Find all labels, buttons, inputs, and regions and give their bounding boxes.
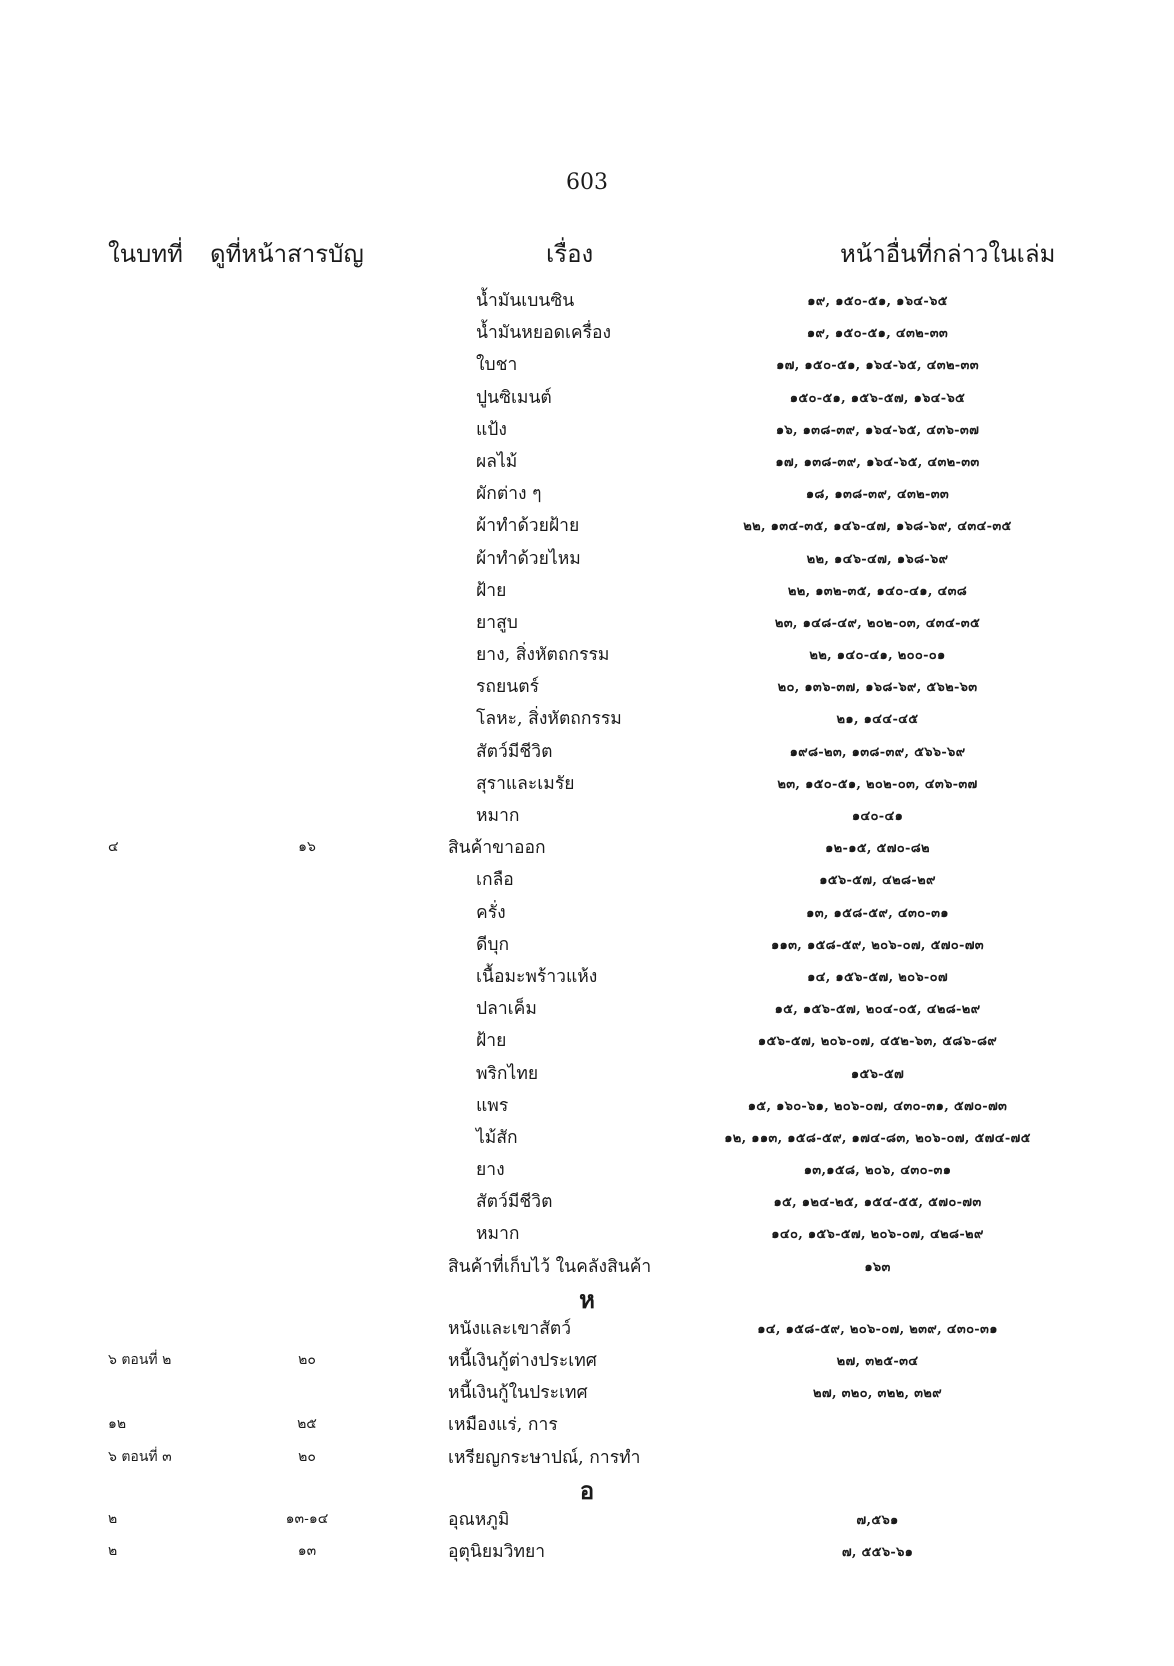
row-topic: หมาก [476,1224,520,1245]
row-topic: หนังและเขาสัตว์ [448,1318,572,1339]
row-topic: อุณหภูมิ [448,1509,510,1530]
row-topic: แป้ง [476,419,507,440]
row-other-pages: ๑๔, ๑๕๘-๕๙, ๒๐๖-๐๗, ๒๓๙, ๔๓๐-๓๑ [757,1321,998,1337]
row-topic: ใบชา [476,355,518,376]
row-toc-page: ๑๖ [298,839,316,856]
index-row [0,1119,1174,1151]
row-other-pages: ๑๙, ๑๕๐-๕๑, ๔๓๒-๓๓ [806,326,949,342]
row-other-pages: ๒๒, ๑๓๒-๓๕, ๑๔๐-๔๑, ๔๓๘ [787,583,968,599]
index-header [0,234,1174,270]
index-row [0,1022,1174,1054]
index-row [0,1248,1174,1280]
index-row [0,1310,1174,1342]
section-letter-text: ห [579,1284,595,1314]
index-table [0,282,1174,1565]
row-other-pages: ๗, ๕๕๖-๖๑ [841,1544,914,1560]
row-other-pages: ๑๒-๑๕, ๕๗๐-๘๒ [825,841,930,857]
row-other-pages: ๒๒, ๑๔๐-๔๑, ๒๐๐-๐๑ [809,648,946,664]
row-other-pages: ๑๒, ๑๑๓, ๑๕๘-๕๙, ๑๗๔-๘๓, ๒๐๖-๐๗, ๕๗๔-๗๕ [724,1130,1031,1146]
index-row [0,443,1174,475]
row-other-pages: ๗,๕๖๑ [856,1512,899,1528]
index-row [0,894,1174,926]
index-row [0,1087,1174,1119]
row-other-pages: ๒๑, ๑๔๔-๔๕ [836,712,919,728]
row-topic: น้ำมันเบนซิน [476,291,575,311]
row-other-pages: ๑๕, ๑๖๐-๖๑, ๒๐๖-๐๗, ๔๓๐-๓๑, ๕๗๐-๗๓ [747,1098,1008,1114]
row-chapter: ๒ [108,1510,118,1527]
row-other-pages: ๒๒, ๑๔๖-๔๗, ๑๖๘-๖๙ [806,551,949,567]
row-other-pages: ๑๓,๑๕๘, ๒๐๖, ๔๓๐-๓๑ [803,1163,952,1179]
row-topic: ยาง [476,1160,505,1181]
row-other-pages: ๑๙๘-๒๓, ๑๓๘-๓๙, ๕๖๖-๖๙ [789,744,966,760]
row-topic: พริกไทย [476,1063,539,1084]
row-other-pages: ๒๗, ๓๒๕-๓๔ [836,1354,919,1369]
row-other-pages: ๑๕, ๑๕๖-๕๗, ๒๐๔-๐๕, ๔๒๘-๒๙ [774,1002,981,1018]
row-topic: ครั่ง [476,902,506,923]
row-topic: ผ้าทำด้วยฝ้าย [476,516,580,537]
row-topic: เหรียญกระษาปณ์, การทำ [448,1447,641,1468]
row-topic: ผลไม้ [476,451,518,472]
row-chapter: ๒ [108,1542,118,1559]
row-other-pages: ๑๕๖-๕๗ [850,1066,905,1082]
row-chapter: ๑๒ [108,1416,127,1433]
row-toc-page: ๑๓ [297,1542,317,1559]
header-other-pages: หน้าอื่นที่กล่าวในเล่ม [840,240,1056,268]
index-row [0,958,1174,990]
row-topic: หมาก [476,806,520,826]
row-toc-page: ๑๓-๑๔ [285,1510,329,1527]
row-topic: ฝ้าย [476,580,507,601]
index-row [0,1342,1174,1374]
row-topic: ยาสูบ [476,612,518,633]
index-row [0,572,1174,604]
row-other-pages: ๑๖, ๑๓๘-๓๙, ๑๖๔-๖๕, ๔๓๖-๓๗ [775,422,980,438]
index-row [0,636,1174,668]
row-other-pages: ๒๓, ๑๕๐-๕๑, ๒๐๒-๐๓, ๔๓๖-๓๗ [777,776,978,792]
index-row [0,797,1174,829]
index-row [0,411,1174,443]
index-row [0,1439,1174,1471]
row-topic: ผ้าทำด้วยไหม [476,548,581,569]
index-row [0,990,1174,1022]
index-row [0,540,1174,572]
row-topic: ฝ้าย [476,1031,507,1052]
index-row [0,1215,1174,1247]
page-number: 603 [566,170,608,195]
row-toc-page: ๒๐ [298,1352,316,1368]
section-letter [0,1471,1174,1505]
header-chapter: ในบทที่ [108,240,183,268]
row-other-pages: ๑๓, ๑๕๘-๕๙, ๔๓๐-๓๑ [806,905,949,921]
index-row [0,282,1174,314]
row-other-pages: ๑๕, ๑๒๔-๒๕, ๑๕๔-๕๕, ๕๗๐-๗๓ [773,1195,982,1211]
row-topic: สินค้าที่เก็บไว้ ในคลังสินค้า [448,1256,652,1277]
row-topic: หนี้เงินกู้ในประเทศ [448,1383,588,1404]
row-chapter: ๖ ตอนที่ ๓ [108,1448,172,1465]
index-row [0,1055,1174,1087]
header-topic: เรื่อง [546,240,594,268]
row-topic: ยาง, สิ่งหัตถกรรม [476,645,610,666]
row-other-pages: ๒๓, ๑๔๘-๔๙, ๒๐๒-๐๓, ๔๓๔-๓๕ [774,615,981,631]
index-row [0,604,1174,636]
index-row [0,700,1174,732]
index-row [0,1151,1174,1183]
index-row [0,668,1174,700]
row-other-pages: ๑๔, ๑๕๖-๕๗, ๒๐๖-๐๗ [807,969,948,985]
row-chapter: ๖ ตอนที่ ๒ [108,1352,172,1368]
row-other-pages: ๒๗, ๓๒๐, ๓๒๒, ๓๒๙ [813,1386,942,1402]
row-other-pages: ๑๙, ๑๕๐-๕๑, ๑๖๔-๖๕ [807,294,948,309]
row-chapter: ๔ [108,839,119,856]
row-toc-page: ๒๕ [297,1416,317,1433]
row-toc-page: ๒๐ [298,1448,316,1465]
index-row [0,1183,1174,1215]
section-letter-text: อ [579,1475,595,1505]
index-row [0,507,1174,539]
index-row [0,926,1174,958]
index-row [0,475,1174,507]
index-row [0,314,1174,346]
row-topic: รถยนตร์ [476,677,539,698]
row-topic: โลหะ, สิ่งหัตถกรรม [476,709,622,730]
row-topic: สุราและเมรัย [476,773,575,794]
row-other-pages: ๑๔๐-๔๑ [851,809,904,824]
row-topic: แพร [476,1095,509,1116]
row-topic: น้ำมันหยอดเครื่อง [476,323,612,344]
row-topic: ผักต่าง ๆ [476,484,542,505]
row-topic: หนี้เงินกู้ต่างประเทศ [448,1351,597,1371]
index-row [0,829,1174,861]
index-row [0,1406,1174,1438]
row-other-pages: ๑๕๖-๕๗, ๔๒๘-๒๙ [819,873,936,889]
index-row [0,1501,1174,1533]
section-letter [0,1280,1174,1314]
row-other-pages: ๑๗, ๑๓๘-๓๙, ๑๖๔-๖๕, ๔๓๒-๓๓ [775,454,980,470]
row-topic: เนื้อมะพร้าวแห้ง [476,966,598,987]
row-topic: สินค้าขาออก [448,838,546,859]
row-topic: ไม้สัก [476,1127,518,1148]
index-row [0,1533,1174,1565]
row-other-pages: ๑๑๓, ๑๕๘-๕๙, ๒๐๖-๐๗, ๕๗๐-๗๓ [771,937,984,953]
row-other-pages: ๒๒, ๑๓๔-๓๕, ๑๔๖-๔๗, ๑๖๘-๖๙, ๔๓๔-๓๕ [743,519,1012,535]
row-other-pages: ๑๕๖-๕๗, ๒๐๖-๐๗, ๔๕๒-๖๓, ๕๘๖-๘๙ [757,1034,998,1050]
row-topic: สัตว์มีชีวิต [476,1192,553,1213]
row-other-pages: ๒๐, ๑๓๖-๓๗, ๑๖๘-๖๙, ๕๖๒-๖๓ [777,680,978,696]
index-row [0,1374,1174,1406]
row-topic: ปูนซิเมนต์ [476,387,552,408]
row-other-pages: ๑๘, ๑๓๘-๓๙, ๔๓๒-๓๓ [805,487,950,503]
row-topic: ปลาเค็ม [476,999,537,1020]
row-other-pages: ๑๕๐-๕๑, ๑๕๖-๕๗, ๑๖๔-๖๕ [789,390,966,406]
header-toc-page: ดูที่หน้าสารบัญ [210,240,364,268]
index-row [0,346,1174,378]
row-topic: เหมืองแร่, การ [448,1415,558,1436]
index-row [0,861,1174,893]
row-topic: ดีบุก [476,934,510,955]
row-other-pages: ๑๗, ๑๕๐-๕๑, ๑๖๔-๖๕, ๔๓๒-๓๓ [776,358,979,374]
index-row [0,379,1174,411]
row-topic: เกลือ [476,870,514,891]
row-topic: สัตว์มีชีวิต [476,741,553,762]
row-other-pages: ๑๖๓ [864,1259,891,1275]
row-topic: อุตุนิยมวิทยา [448,1541,546,1562]
row-other-pages: ๑๔๐, ๑๕๖-๕๗, ๒๐๖-๐๗, ๔๒๘-๒๙ [771,1227,984,1243]
index-row [0,733,1174,765]
index-row [0,765,1174,797]
